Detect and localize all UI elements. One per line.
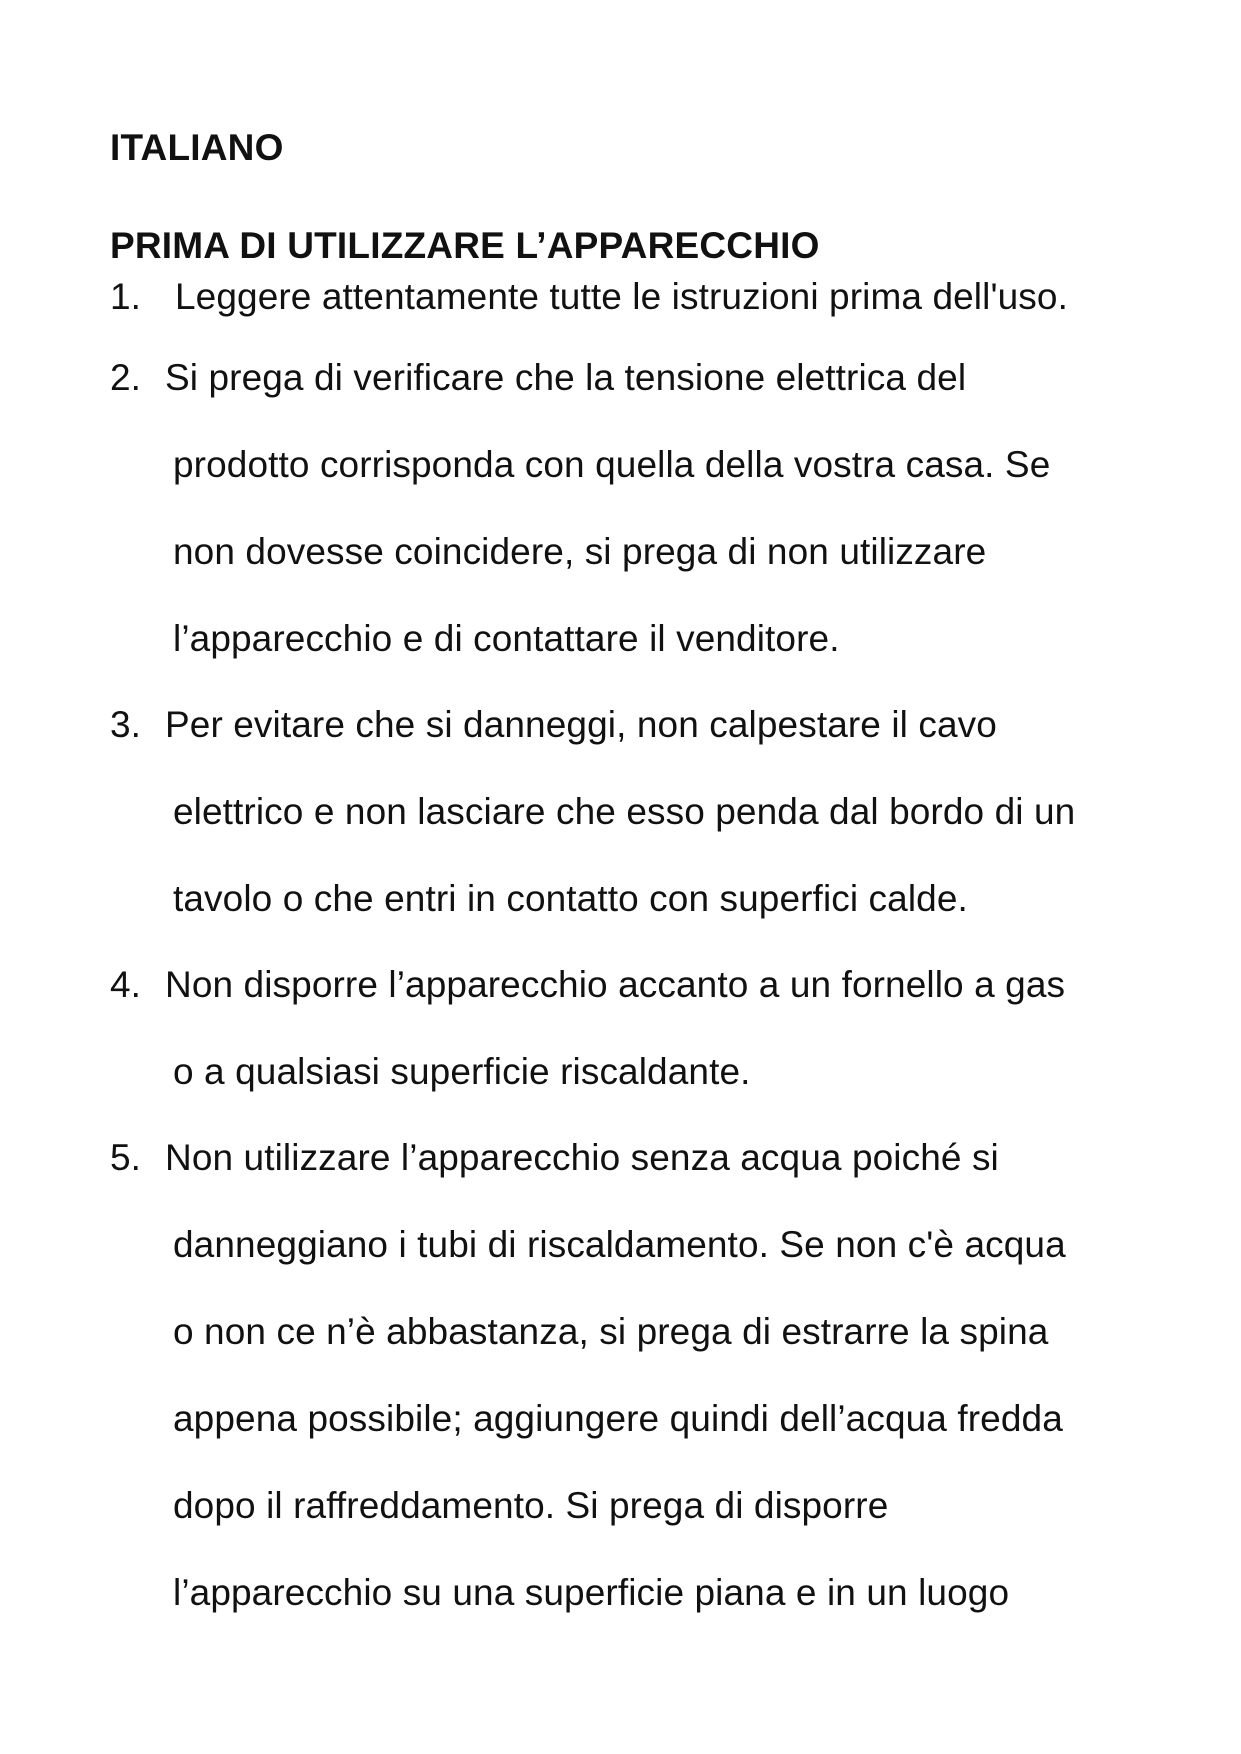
item-text-line: prodotto corrisponda con quella della vostra casa. Se <box>173 444 1051 485</box>
item-text-line: o non ce n’è abbastanza, si prega di estrarre la spina <box>173 1311 1049 1352</box>
item-text-line: Per evitare che si danneggi, non calpestare il cavo <box>165 704 997 745</box>
item-text-line: o a qualsiasi superficie riscaldante. <box>173 1051 751 1092</box>
item-number: 2. <box>110 357 141 398</box>
item-text-line: Si prega di verificare che la tensione elettrica del <box>165 357 967 398</box>
section-heading: PRIMA DI UTILIZZARE L’APPARECCHIO <box>110 225 820 266</box>
item-text-line: Non disporre l’apparecchio accanto a un fornello a gas <box>165 964 1066 1005</box>
item-text-line: l’apparecchio su una superficie piana e in un luogo <box>173 1572 1010 1613</box>
item-text-line: appena possibile; aggiungere quindi dell’acqua fredda <box>173 1398 1063 1439</box>
item-text-line: non dovesse coincidere, si prega di non utilizzare <box>173 531 987 572</box>
item-text-line: danneggiano i tubi di riscaldamento. Se non c'è acqua <box>173 1224 1066 1265</box>
item-number: 4. <box>110 964 141 1005</box>
item-text-line: l’apparecchio e di contattare il venditore. <box>173 618 840 659</box>
item-text-line: tavolo o che entri in contatto con superfici calde. <box>173 878 968 919</box>
item-number: 1. <box>110 276 141 317</box>
item-number: 3. <box>110 704 141 745</box>
item-text-line: Leggere attentamente tutte le istruzioni prima dell'uso. <box>175 276 1068 317</box>
item-text-line: elettrico e non lasciare che esso penda dal bordo di un <box>173 791 1076 832</box>
language-heading: ITALIANO <box>110 127 284 168</box>
item-text-line: Non utilizzare l’apparecchio senza acqua poiché si <box>165 1137 999 1178</box>
item-text-line: dopo il raffreddamento. Si prega di disporre <box>173 1485 889 1526</box>
item-number: 5. <box>110 1137 141 1178</box>
